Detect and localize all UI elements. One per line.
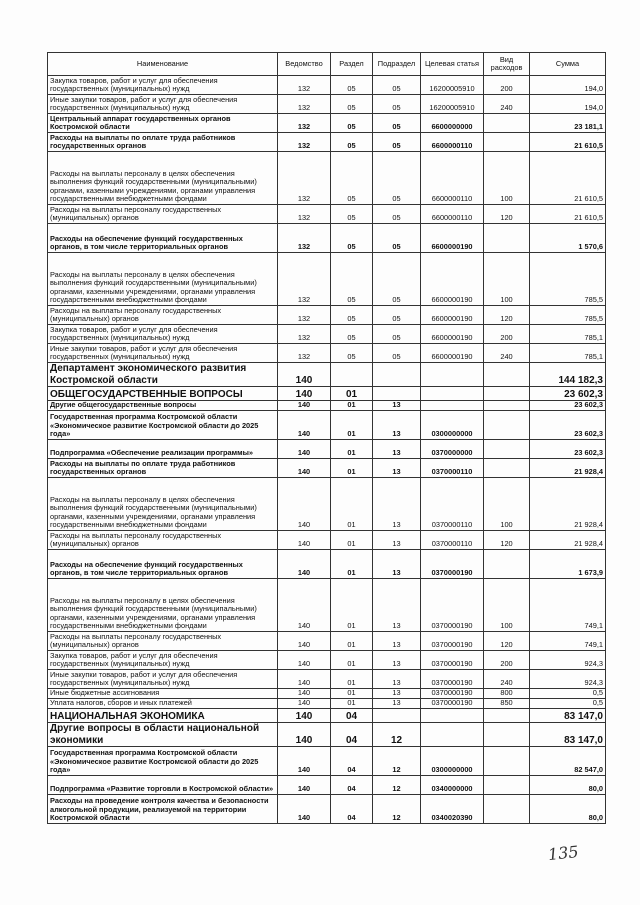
row-vedomstvo: 140: [278, 579, 331, 632]
row-vedomstvo: 132: [278, 152, 331, 205]
row-summa: 80,0: [530, 795, 606, 824]
row-name: Закупка товаров, работ и услуг для обеспечения государственных (муниципальных) нужд: [48, 325, 278, 344]
row-celevaya-statya: 6600000190: [421, 224, 484, 253]
row-name: Расходы на выплаты персоналу в целях обеспечения выполнения функций государственными (муниципальными) органами, казенными учреждениями, органами управления государственными внебюджетными фондами: [48, 152, 278, 205]
row-podrazdel: [373, 387, 421, 401]
row-name: Государственная программа Костромской области «Экономическое развитие Костромской области до 2025 года»: [48, 747, 278, 776]
row-summa: 194,0: [530, 76, 606, 95]
row-vid-rashodov: 850: [484, 699, 530, 709]
row-name: Расходы на выплаты персоналу в целях обеспечения выполнения функций государственными (муниципальными) органами, казенными учреждениями, органами управления государственными внебюджетными фондами: [48, 579, 278, 632]
budget-table: [47, 52, 606, 824]
table-row: [48, 478, 606, 531]
row-summa: 21 610,5: [530, 133, 606, 152]
row-name: Иные закупки товаров, работ и услуг для обеспечения государственных (муниципальных) нужд: [48, 95, 278, 114]
row-razdel: 01: [331, 459, 373, 478]
row-summa: 23 181,1: [530, 114, 606, 133]
row-name: Другие общегосударственные вопросы: [48, 401, 278, 411]
row-podrazdel: 12: [373, 723, 421, 747]
row-vedomstvo: 140: [278, 387, 331, 401]
row-celevaya-statya: 16200005910: [421, 76, 484, 95]
row-vid-rashodov: [484, 459, 530, 478]
row-vid-rashodov: 240: [484, 344, 530, 363]
row-name: Иные закупки товаров, работ и услуг для обеспечения государственных (муниципальных) нужд: [48, 670, 278, 689]
row-razdel: 01: [331, 689, 373, 699]
row-podrazdel: 05: [373, 133, 421, 152]
row-vedomstvo: 140: [278, 459, 331, 478]
row-razdel: 05: [331, 344, 373, 363]
row-podrazdel: 12: [373, 795, 421, 824]
row-summa: 785,5: [530, 306, 606, 325]
row-celevaya-statya: [421, 387, 484, 401]
row-name: Уплата налогов, сборов и иных платежей: [48, 699, 278, 709]
header-celevaya-statya: Целевая статья: [421, 53, 484, 76]
row-podrazdel: 05: [373, 114, 421, 133]
row-celevaya-statya: [421, 401, 484, 411]
table-row: [48, 325, 606, 344]
table-row: [48, 224, 606, 253]
table-row: [48, 709, 606, 723]
row-name: Расходы на выплаты персоналу в целях обеспечения выполнения функций государственными (муниципальными) органами, казенными учреждениями, органами управления государственными внебюджетными фондами: [48, 478, 278, 531]
row-summa: 23 602,3: [530, 387, 606, 401]
row-podrazdel: 12: [373, 747, 421, 776]
row-summa: 749,1: [530, 579, 606, 632]
row-summa: 23 602,3: [530, 411, 606, 440]
table-row: [48, 632, 606, 651]
row-razdel: 01: [331, 411, 373, 440]
row-name: НАЦИОНАЛЬНАЯ ЭКОНОМИКА: [48, 709, 278, 723]
row-vedomstvo: 140: [278, 401, 331, 411]
row-celevaya-statya: [421, 709, 484, 723]
row-celevaya-statya: 0370000190: [421, 651, 484, 670]
header-name: Наименование: [48, 53, 278, 76]
header-summa: Сумма: [530, 53, 606, 76]
row-vid-rashodov: [484, 709, 530, 723]
row-razdel: 01: [331, 699, 373, 709]
row-podrazdel: 05: [373, 152, 421, 205]
table-row: [48, 550, 606, 579]
table-row: [48, 531, 606, 550]
table-row: [48, 344, 606, 363]
row-celevaya-statya: 0300000000: [421, 411, 484, 440]
row-name: Закупка товаров, работ и услуг для обеспечения государственных (муниципальных) нужд: [48, 76, 278, 95]
row-podrazdel: 13: [373, 699, 421, 709]
row-razdel: 05: [331, 224, 373, 253]
row-name: Расходы на выплаты по оплате труда работников государственных органов: [48, 459, 278, 478]
table-row: [48, 670, 606, 689]
row-razdel: 05: [331, 76, 373, 95]
row-vid-rashodov: 800: [484, 689, 530, 699]
row-summa: 144 182,3: [530, 363, 606, 387]
row-podrazdel: 13: [373, 651, 421, 670]
row-vid-rashodov: 100: [484, 478, 530, 531]
row-celevaya-statya: 0340000000: [421, 776, 484, 795]
row-vid-rashodov: [484, 114, 530, 133]
row-podrazdel: 05: [373, 95, 421, 114]
row-summa: 194,0: [530, 95, 606, 114]
row-razdel: 05: [331, 253, 373, 306]
row-vedomstvo: 140: [278, 651, 331, 670]
row-razdel: 01: [331, 531, 373, 550]
row-summa: 924,3: [530, 670, 606, 689]
row-name: Департамент экономического развития Костромской области: [48, 363, 278, 387]
row-summa: 21 610,5: [530, 152, 606, 205]
row-vid-rashodov: [484, 411, 530, 440]
table-row: [48, 152, 606, 205]
row-podrazdel: 05: [373, 253, 421, 306]
row-razdel: 01: [331, 632, 373, 651]
row-name: Расходы на обеспечение функций государственных органов, в том числе территориальных органов: [48, 550, 278, 579]
row-razdel: 01: [331, 401, 373, 411]
row-vid-rashodov: [484, 440, 530, 459]
table-row: [48, 795, 606, 824]
row-vedomstvo: 140: [278, 689, 331, 699]
row-celevaya-statya: 0340020390: [421, 795, 484, 824]
table-row: [48, 253, 606, 306]
row-podrazdel: 13: [373, 401, 421, 411]
header-podrazdel: Подраздел: [373, 53, 421, 76]
row-razdel: 01: [331, 387, 373, 401]
table-row: [48, 747, 606, 776]
row-razdel: 01: [331, 579, 373, 632]
row-razdel: 05: [331, 114, 373, 133]
row-vid-rashodov: [484, 550, 530, 579]
row-podrazdel: 13: [373, 550, 421, 579]
row-name: Расходы на выплаты персоналу государственных (муниципальных) органов: [48, 306, 278, 325]
row-celevaya-statya: 6600000000: [421, 114, 484, 133]
row-name: Государственная программа Костромской области «Экономическое развитие Костромской области до 2025 года»: [48, 411, 278, 440]
row-summa: 0,5: [530, 689, 606, 699]
row-vedomstvo: 132: [278, 224, 331, 253]
row-podrazdel: 12: [373, 776, 421, 795]
row-summa: 21 928,4: [530, 459, 606, 478]
row-vid-rashodov: [484, 795, 530, 824]
row-vedomstvo: 132: [278, 114, 331, 133]
row-name: Подпрограмма «Развитие торговли в Костромской области»: [48, 776, 278, 795]
row-vedomstvo: 132: [278, 306, 331, 325]
row-razdel: 04: [331, 723, 373, 747]
row-vedomstvo: 140: [278, 747, 331, 776]
table-row: [48, 689, 606, 699]
row-vid-rashodov: 200: [484, 651, 530, 670]
row-vid-rashodov: 100: [484, 152, 530, 205]
table-row: [48, 699, 606, 709]
row-razdel: 04: [331, 747, 373, 776]
row-celevaya-statya: 0370000110: [421, 459, 484, 478]
row-celevaya-statya: [421, 363, 484, 387]
row-podrazdel: 13: [373, 478, 421, 531]
row-vid-rashodov: 200: [484, 76, 530, 95]
row-celevaya-statya: 6600000110: [421, 152, 484, 205]
row-vedomstvo: 132: [278, 95, 331, 114]
table-row: [48, 459, 606, 478]
row-vid-rashodov: 100: [484, 253, 530, 306]
row-razdel: 01: [331, 440, 373, 459]
row-summa: 0,5: [530, 699, 606, 709]
row-celevaya-statya: 0370000000: [421, 440, 484, 459]
row-celevaya-statya: 0370000190: [421, 699, 484, 709]
row-razdel: 05: [331, 306, 373, 325]
row-summa: 21 928,4: [530, 478, 606, 531]
row-vid-rashodov: 120: [484, 632, 530, 651]
row-razdel: 05: [331, 133, 373, 152]
row-podrazdel: 13: [373, 670, 421, 689]
table-row: [48, 387, 606, 401]
row-vid-rashodov: [484, 747, 530, 776]
row-summa: 785,5: [530, 253, 606, 306]
row-celevaya-statya: 0370000110: [421, 478, 484, 531]
row-celevaya-statya: [421, 723, 484, 747]
row-vid-rashodov: 100: [484, 579, 530, 632]
table-header-row: [48, 53, 606, 76]
header-vid-rashodov: Вид расходов: [484, 53, 530, 76]
row-podrazdel: 13: [373, 459, 421, 478]
row-podrazdel: 13: [373, 440, 421, 459]
table-row: [48, 95, 606, 114]
row-summa: 785,1: [530, 325, 606, 344]
row-podrazdel: 05: [373, 306, 421, 325]
row-vedomstvo: 140: [278, 632, 331, 651]
row-celevaya-statya: 0370000110: [421, 531, 484, 550]
row-vedomstvo: 132: [278, 344, 331, 363]
row-vedomstvo: 140: [278, 363, 331, 387]
row-celevaya-statya: 0370000190: [421, 579, 484, 632]
row-podrazdel: 13: [373, 689, 421, 699]
table-row: [48, 306, 606, 325]
table-row: [48, 205, 606, 224]
table-row: [48, 579, 606, 632]
row-summa: 21 928,4: [530, 531, 606, 550]
row-vedomstvo: 140: [278, 699, 331, 709]
row-vid-rashodov: 240: [484, 95, 530, 114]
row-celevaya-statya: 6600000190: [421, 325, 484, 344]
row-podrazdel: 05: [373, 76, 421, 95]
row-name: Подпрограмма «Обеспечение реализации программы»: [48, 440, 278, 459]
row-podrazdel: 05: [373, 325, 421, 344]
row-name: Расходы на выплаты по оплате труда работников государственных органов: [48, 133, 278, 152]
row-vid-rashodov: 240: [484, 670, 530, 689]
row-vedomstvo: 132: [278, 133, 331, 152]
table-row: [48, 363, 606, 387]
row-vedomstvo: 140: [278, 411, 331, 440]
row-summa: 924,3: [530, 651, 606, 670]
row-name: ОБЩЕГОСУДАРСТВЕННЫЕ ВОПРОСЫ: [48, 387, 278, 401]
row-vedomstvo: 132: [278, 205, 331, 224]
row-razdel: 05: [331, 152, 373, 205]
row-razdel: 04: [331, 795, 373, 824]
row-name: Расходы на обеспечение функций государственных органов, в том числе территориальных органов: [48, 224, 278, 253]
row-name: Другие вопросы в области национальной экономики: [48, 723, 278, 747]
row-razdel: 05: [331, 95, 373, 114]
row-celevaya-statya: 16200005910: [421, 95, 484, 114]
row-razdel: 04: [331, 709, 373, 723]
row-podrazdel: 13: [373, 531, 421, 550]
row-celevaya-statya: 6600000110: [421, 205, 484, 224]
row-podrazdel: 05: [373, 344, 421, 363]
row-vedomstvo: 140: [278, 723, 331, 747]
row-name: Иные закупки товаров, работ и услуг для обеспечения государственных (муниципальных) нужд: [48, 344, 278, 363]
row-vedomstvo: 140: [278, 550, 331, 579]
row-summa: 1 570,6: [530, 224, 606, 253]
row-razdel: [331, 363, 373, 387]
table-row: [48, 411, 606, 440]
row-vid-rashodov: [484, 363, 530, 387]
row-vid-rashodov: 200: [484, 325, 530, 344]
row-name: Расходы на выплаты персоналу государственных (муниципальных) органов: [48, 531, 278, 550]
row-razdel: 01: [331, 651, 373, 670]
row-name: Расходы на выплаты персоналу в целях обеспечения выполнения функций государственными (муниципальными) органами, казенными учреждениями, органами управления государственными внебюджетными фондами: [48, 253, 278, 306]
row-name: Расходы на выплаты персоналу государственных (муниципальных) органов: [48, 205, 278, 224]
table-row: [48, 723, 606, 747]
row-vid-rashodov: 120: [484, 205, 530, 224]
row-celevaya-statya: 0370000190: [421, 689, 484, 699]
row-vid-rashodov: [484, 387, 530, 401]
row-celevaya-statya: 6600000190: [421, 344, 484, 363]
row-vedomstvo: 140: [278, 776, 331, 795]
row-vedomstvo: 140: [278, 795, 331, 824]
table-row: [48, 776, 606, 795]
row-summa: 82 547,0: [530, 747, 606, 776]
row-podrazdel: 13: [373, 411, 421, 440]
row-celevaya-statya: 0300000000: [421, 747, 484, 776]
row-vedomstvo: 132: [278, 253, 331, 306]
row-summa: 749,1: [530, 632, 606, 651]
row-name: Расходы на проведение контроля качества и безопасности алкогольной продукции, реализуемой на территории Костромской области: [48, 795, 278, 824]
table-row: [48, 401, 606, 411]
row-celevaya-statya: 6600000190: [421, 253, 484, 306]
row-podrazdel: 05: [373, 224, 421, 253]
row-vedomstvo: 140: [278, 440, 331, 459]
row-name: Закупка товаров, работ и услуг для обеспечения государственных (муниципальных) нужд: [48, 651, 278, 670]
row-summa: 83 147,0: [530, 723, 606, 747]
row-razdel: 01: [331, 550, 373, 579]
row-summa: 23 602,3: [530, 440, 606, 459]
page-number: 135: [547, 842, 580, 865]
row-vedomstvo: 132: [278, 76, 331, 95]
row-vid-rashodov: 120: [484, 306, 530, 325]
row-vid-rashodov: [484, 776, 530, 795]
row-vedomstvo: 132: [278, 325, 331, 344]
row-celevaya-statya: 0370000190: [421, 670, 484, 689]
row-podrazdel: [373, 363, 421, 387]
row-vedomstvo: 140: [278, 531, 331, 550]
header-vedomstvo: Ведомство: [278, 53, 331, 76]
row-vid-rashodov: [484, 224, 530, 253]
row-podrazdel: [373, 709, 421, 723]
row-podrazdel: 13: [373, 579, 421, 632]
row-vid-rashodov: [484, 723, 530, 747]
table-row: [48, 133, 606, 152]
row-celevaya-statya: 0370000190: [421, 550, 484, 579]
table-row: [48, 76, 606, 95]
row-name: Иные бюджетные ассигнования: [48, 689, 278, 699]
row-celevaya-statya: 6600000190: [421, 306, 484, 325]
header-razdel: Раздел: [331, 53, 373, 76]
row-vid-rashodov: [484, 401, 530, 411]
row-vid-rashodov: 120: [484, 531, 530, 550]
row-razdel: 05: [331, 205, 373, 224]
row-summa: 1 673,9: [530, 550, 606, 579]
table-row: [48, 114, 606, 133]
row-summa: 83 147,0: [530, 709, 606, 723]
row-summa: 23 602,3: [530, 401, 606, 411]
row-podrazdel: 13: [373, 632, 421, 651]
row-razdel: 01: [331, 478, 373, 531]
row-celevaya-statya: 0370000190: [421, 632, 484, 651]
row-vedomstvo: 140: [278, 478, 331, 531]
row-podrazdel: 05: [373, 205, 421, 224]
row-celevaya-statya: 6600000110: [421, 133, 484, 152]
row-summa: 21 610,5: [530, 205, 606, 224]
row-razdel: 05: [331, 325, 373, 344]
row-razdel: 01: [331, 670, 373, 689]
row-vid-rashodov: [484, 133, 530, 152]
row-summa: 785,1: [530, 344, 606, 363]
row-vedomstvo: 140: [278, 709, 331, 723]
row-name: Расходы на выплаты персоналу государственных (муниципальных) органов: [48, 632, 278, 651]
table-row: [48, 651, 606, 670]
row-name: Центральный аппарат государственных органов Костромской области: [48, 114, 278, 133]
row-summa: 80,0: [530, 776, 606, 795]
row-razdel: 04: [331, 776, 373, 795]
table-row: [48, 440, 606, 459]
row-vedomstvo: 140: [278, 670, 331, 689]
